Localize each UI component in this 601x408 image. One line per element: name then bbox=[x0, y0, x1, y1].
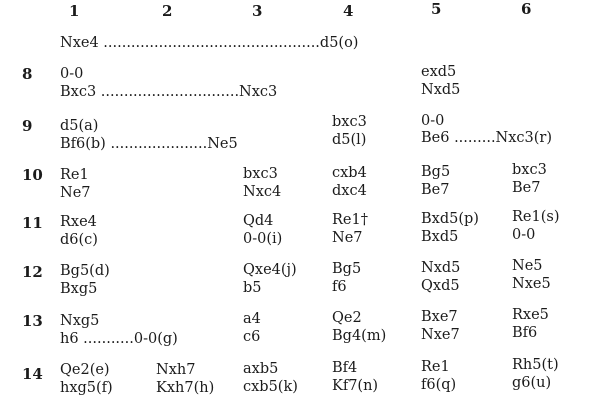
white-move: bxc3 bbox=[332, 114, 367, 130]
white-move: exd5 bbox=[421, 64, 457, 80]
black-move: g6(u) bbox=[512, 375, 552, 391]
white-move: Bg5 bbox=[332, 261, 362, 277]
white-move: Ne5 bbox=[512, 258, 543, 274]
white-move: cxb4 bbox=[332, 165, 367, 181]
white-move: Re1(s) bbox=[512, 209, 560, 225]
white-move: Re1† bbox=[332, 212, 368, 228]
white-move: a4 bbox=[243, 311, 261, 327]
white-move: d5(a) bbox=[60, 118, 99, 134]
black-move: Bxc3 ..............................Nxc3 bbox=[60, 84, 278, 100]
move-number: 13 bbox=[22, 312, 43, 330]
white-move: Re1 bbox=[421, 359, 450, 375]
column-header-4: 4 bbox=[343, 2, 354, 20]
white-move: Bf4 bbox=[332, 360, 358, 376]
white-move: Re1 bbox=[60, 167, 89, 183]
black-move: Nxe5 bbox=[512, 276, 551, 292]
column-header-6: 6 bbox=[521, 0, 532, 18]
column-header-5: 5 bbox=[431, 0, 442, 18]
white-move: Qxe4(j) bbox=[243, 262, 297, 278]
black-move: 0-0 bbox=[512, 227, 536, 243]
white-move: Bg5 bbox=[421, 164, 451, 180]
intro-move-line: Nxe4 ...............................................d5(o) bbox=[60, 35, 359, 51]
black-move: b5 bbox=[243, 280, 262, 296]
black-move: f6(q) bbox=[421, 377, 457, 393]
black-move: c6 bbox=[243, 329, 261, 345]
black-move: Nxd5 bbox=[421, 82, 461, 98]
move-number: 14 bbox=[22, 365, 43, 383]
black-move: Bf6(b) .....................Ne5 bbox=[60, 136, 238, 152]
black-move: Ne7 bbox=[332, 230, 363, 246]
white-move: Bg5(d) bbox=[60, 263, 110, 279]
column-header-1: 1 bbox=[69, 2, 80, 20]
black-move: Bxg5 bbox=[60, 281, 98, 297]
black-move: Be6 .........Nxc3(r) bbox=[421, 130, 553, 146]
white-move: bxc3 bbox=[512, 162, 547, 178]
black-move: f6 bbox=[332, 279, 347, 295]
white-move: 0-0 bbox=[60, 66, 84, 82]
white-move: Nxd5 bbox=[421, 260, 461, 276]
column-header-2: 2 bbox=[162, 2, 173, 20]
column-header-3: 3 bbox=[252, 2, 263, 20]
black-move: Bg4(m) bbox=[332, 328, 387, 344]
black-move: Kf7(n) bbox=[332, 378, 379, 394]
move-number: 10 bbox=[22, 166, 43, 184]
black-move: Bxd5 bbox=[421, 229, 459, 245]
move-number: 9 bbox=[22, 117, 33, 135]
black-move: dxc4 bbox=[332, 183, 367, 199]
white-move: Rxe4 bbox=[60, 214, 97, 230]
white-move: Bxd5(p) bbox=[421, 211, 479, 227]
white-move: Qe2(e) bbox=[60, 362, 110, 378]
black-move: Bf6 bbox=[512, 325, 538, 341]
white-move: Rh5(t) bbox=[512, 357, 559, 373]
white-move: axb5 bbox=[243, 361, 279, 377]
black-move: Ne7 bbox=[60, 185, 91, 201]
black-move: Be7 bbox=[421, 182, 450, 198]
move-number: 12 bbox=[22, 263, 43, 281]
white-move: 0-0 bbox=[421, 113, 445, 129]
black-move: Nxc4 bbox=[243, 184, 282, 200]
move-number: 8 bbox=[22, 65, 33, 83]
black-move: Qxd5 bbox=[421, 278, 460, 294]
white-move: Nxg5 bbox=[60, 313, 100, 329]
white-move: Qe2 bbox=[332, 310, 362, 326]
white-move: Nxh7 bbox=[156, 362, 196, 378]
black-move: d5(l) bbox=[332, 132, 367, 148]
white-move: Qd4 bbox=[243, 213, 274, 229]
black-move: Kxh7(h) bbox=[156, 380, 215, 396]
black-move: Be7 bbox=[512, 180, 541, 196]
white-move: Rxe5 bbox=[512, 307, 549, 323]
black-move: d6(c) bbox=[60, 232, 98, 248]
black-move: hxg5(f) bbox=[60, 380, 113, 396]
black-move: cxb5(k) bbox=[243, 379, 298, 395]
move-number: 11 bbox=[22, 214, 43, 232]
white-move: Bxe7 bbox=[421, 309, 458, 325]
black-move: Nxe7 bbox=[421, 327, 460, 343]
black-move: h6 ...........0-0(g) bbox=[60, 331, 178, 347]
white-move: bxc3 bbox=[243, 166, 278, 182]
black-move: 0-0(i) bbox=[243, 231, 283, 247]
